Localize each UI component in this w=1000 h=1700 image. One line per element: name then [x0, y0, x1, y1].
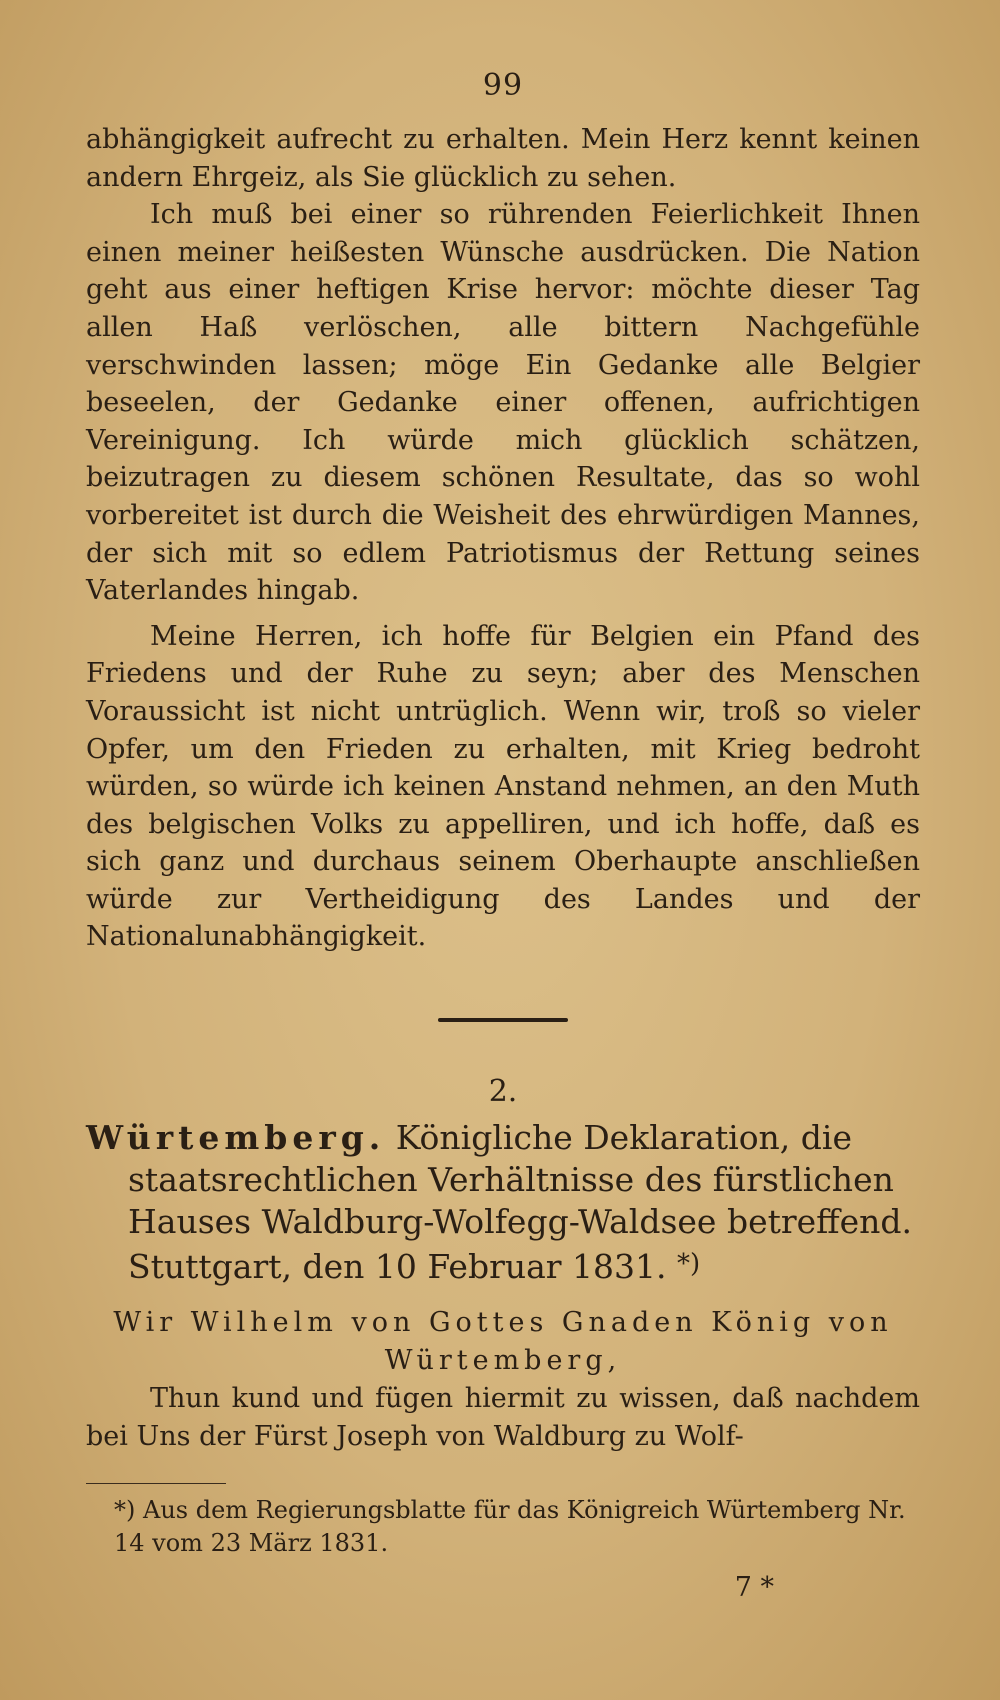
page-number: 99: [482, 68, 524, 103]
footnote: *) Aus dem Regierungsblatte für das Königreich Würtemberg Nr. 14 vom 23 März 1831.: [114, 1496, 906, 1558]
footnote-reference: *): [677, 1249, 701, 1280]
section-heading-rest: Königliche Deklaration, die staatsrechtlichen Verhältnisse des fürstlichen Hauses Waldburg-Wolfegg-Waldsee betreffend. Stuttgart, den 10 Februar 1831.: [128, 1118, 913, 1287]
paragraph-1: abhängigkeit aufrecht zu erhalten. Mein Herz kennt keinen andern Ehrgeiz, als Sie glücklich zu sehen.: [86, 124, 920, 193]
decree-heading: Wir Wilhelm von Gottes Gnaden König von Würtemberg,: [113, 1307, 893, 1377]
paragraph-3: Meine Herren, ich hoffe für Belgien ein Pfand des Friedens und der Ruhe zu seyn; aber des Menschen Voraussicht ist nicht untrüglich. Wenn wir, troß so vieler Opfer, um den Frieden zu erhalten, mit Krieg bedroht würden, so würde ich keinen Anstand nehmen, an den Muth des belgischen Volks zu appelliren, und ich hoffe, daß es sich ganz und durchaus seinem Oberhaupte anschließen würde zur Vertheidigung des Landes und der Nationalunabhängigkeit.: [86, 620, 920, 953]
section-heading-lead: Würtemberg.: [86, 1118, 386, 1158]
section-number: 2.: [488, 1074, 518, 1110]
footnote-divider: [86, 1483, 226, 1484]
paragraph-2: Ich muß bei einer so rührenden Feierlichkeit Ihnen einen meiner heißesten Wünsche ausdrücken. Die Nation geht aus einer heftigen Krise hervor: möchte dieser Tag allen Haß verlöschen, alle bittern Nachgefühle verschwinden lassen; möge Ein Gedanke alle Belgier beseelen, der Gedanke einer offenen, aufrichtigen Vereinigung. Ich würde mich glücklich schätzen, beizutragen zu diesem schönen Resultate, das so wohl vorbereitet ist durch die Weisheit des ehrwürdigen Mannes, der sich mit so edlem Patriotismus der Rettung seines Vaterlandes hingab.: [86, 199, 920, 607]
section-divider: [438, 1018, 568, 1022]
signature-mark: 7 *: [734, 1572, 774, 1603]
decree-text: Thun kund und fügen hiermit zu wissen, daß nachdem bei Uns der Fürst Joseph von Waldburg zu Wolf-: [86, 1383, 920, 1452]
section-heading: [86, 1117, 920, 1288]
